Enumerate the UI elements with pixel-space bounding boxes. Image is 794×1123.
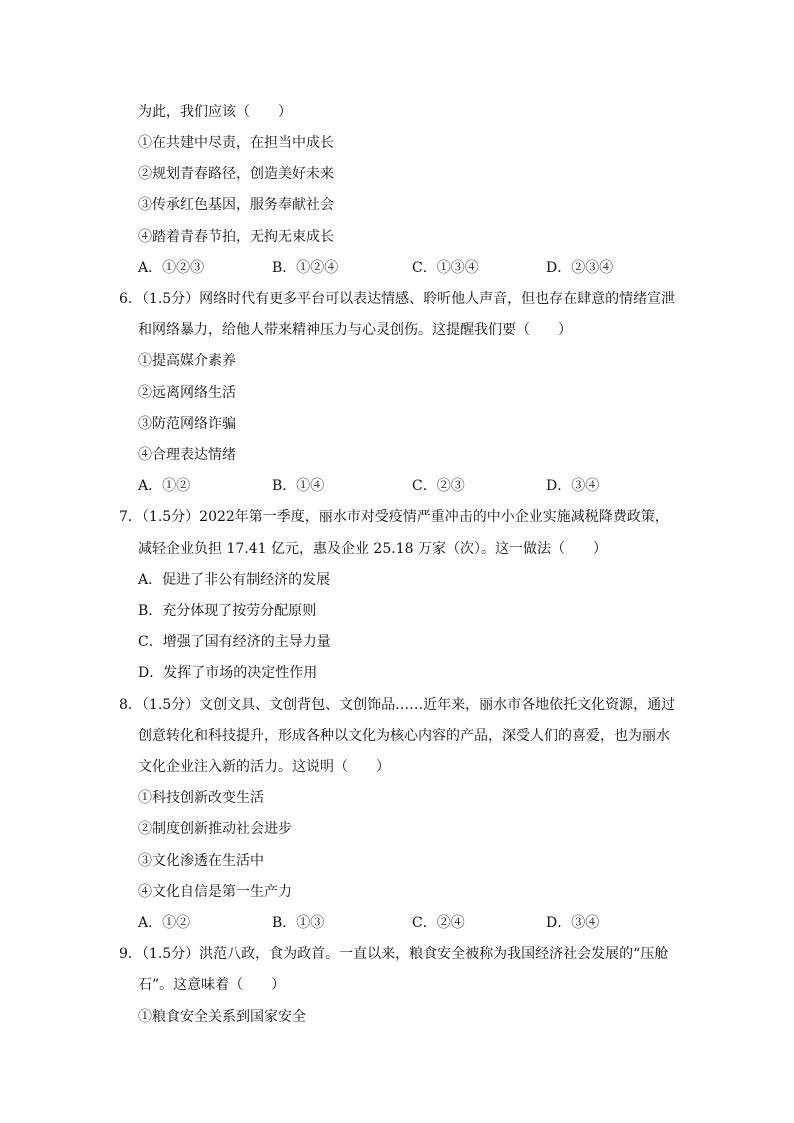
q8-option-c: C．②④ bbox=[412, 915, 465, 931]
q5-statement-4: ④踏着青春节拍，无拘无束成长 bbox=[138, 229, 334, 245]
q5-option-a: A．①②③ bbox=[138, 260, 205, 276]
q5-option-d: D．②③④ bbox=[546, 260, 614, 276]
q6-option-a: A．①② bbox=[138, 478, 191, 494]
q5-statement-2: ②规划青春路径，创造美好未来 bbox=[138, 166, 334, 182]
q8-statement-3: ③文化渗透在生活中 bbox=[138, 853, 264, 869]
q7-option-c: C．增强了国有经济的主导力量 bbox=[138, 634, 331, 650]
q7-stem-line-1: 7．（1.5分）2022年第一季度，丽水市对受疫情严重冲击的中小企业实施减税降费政策， bbox=[119, 509, 669, 525]
q6-statement-1: ①提高媒介素养 bbox=[138, 353, 236, 369]
q9-stem-line-1: 9．（1.5分）洪范八政，食为政首。一直以来，粮食安全被称为我国经济社会发展的“压舱 bbox=[119, 946, 669, 962]
q8-option-b: B．①③ bbox=[272, 915, 325, 931]
q9-statement-1: ①粮食安全关系到国家安全 bbox=[138, 1009, 306, 1025]
q7-option-a: A．促进了非公有制经济的发展 bbox=[138, 572, 331, 588]
q7-option-b: B．充分体现了按劳分配原则 bbox=[138, 603, 317, 619]
q5-statement-1: ①在共建中尽责，在担当中成长 bbox=[138, 135, 334, 151]
q6-stem-line-2: 和网络暴力，给他人带来精神压力与心灵创伤。这提醒我们要（ ） bbox=[138, 322, 572, 338]
q6-statement-2: ②远离网络生活 bbox=[138, 385, 236, 401]
q8-stem-line-2: 创意转化和科技提升，形成各种以文化为核心内容的产品，深受人们的喜爱，也为丽水 bbox=[138, 728, 670, 744]
q6-stem-line-1: 6．（1.5分）网络时代有更多平台可以表达情感、聆听他人声音，但也存在肆意的情绪宣泄 bbox=[119, 291, 676, 307]
q6-option-c: C．②③ bbox=[412, 478, 465, 494]
q8-stem-line-1: 8．（1.5分）文创文具、文创背包、文创饰品……近年来，丽水市各地依托文化资源，通过 bbox=[119, 697, 676, 713]
q6-option-b: B．①④ bbox=[272, 478, 325, 494]
q5-statement-3: ③传承红色基因，服务奉献社会 bbox=[138, 197, 334, 213]
q8-statement-2: ②制度创新推动社会进步 bbox=[138, 821, 292, 837]
q6-statement-3: ③防范网络诈骗 bbox=[138, 416, 236, 432]
q8-option-d: D．③④ bbox=[546, 915, 600, 931]
q5-option-c: C．①③④ bbox=[412, 260, 479, 276]
q6-statement-4: ④合理表达情绪 bbox=[138, 447, 236, 463]
q7-option-d: D．发挥了市场的决定性作用 bbox=[138, 665, 318, 681]
q6-option-d: D．③④ bbox=[546, 478, 600, 494]
q8-stem-line-3: 文化企业注入新的活力。这说明（ ） bbox=[138, 759, 390, 775]
q7-stem-line-2: 减轻企业负担 17.41 亿元，惠及企业 25.18 万家（次）。这一做法（ ） bbox=[138, 541, 607, 557]
q8-statement-4: ④文化自信是第一生产力 bbox=[138, 884, 292, 900]
q5-stem-tail: 为此，我们应该（ ） bbox=[138, 104, 292, 120]
q9-stem-line-2: 石”。这意味着（ ） bbox=[138, 977, 286, 993]
q5-option-b: B．①②④ bbox=[272, 260, 339, 276]
q8-statement-1: ①科技创新改变生活 bbox=[138, 790, 264, 806]
q8-option-a: A．①② bbox=[138, 915, 191, 931]
